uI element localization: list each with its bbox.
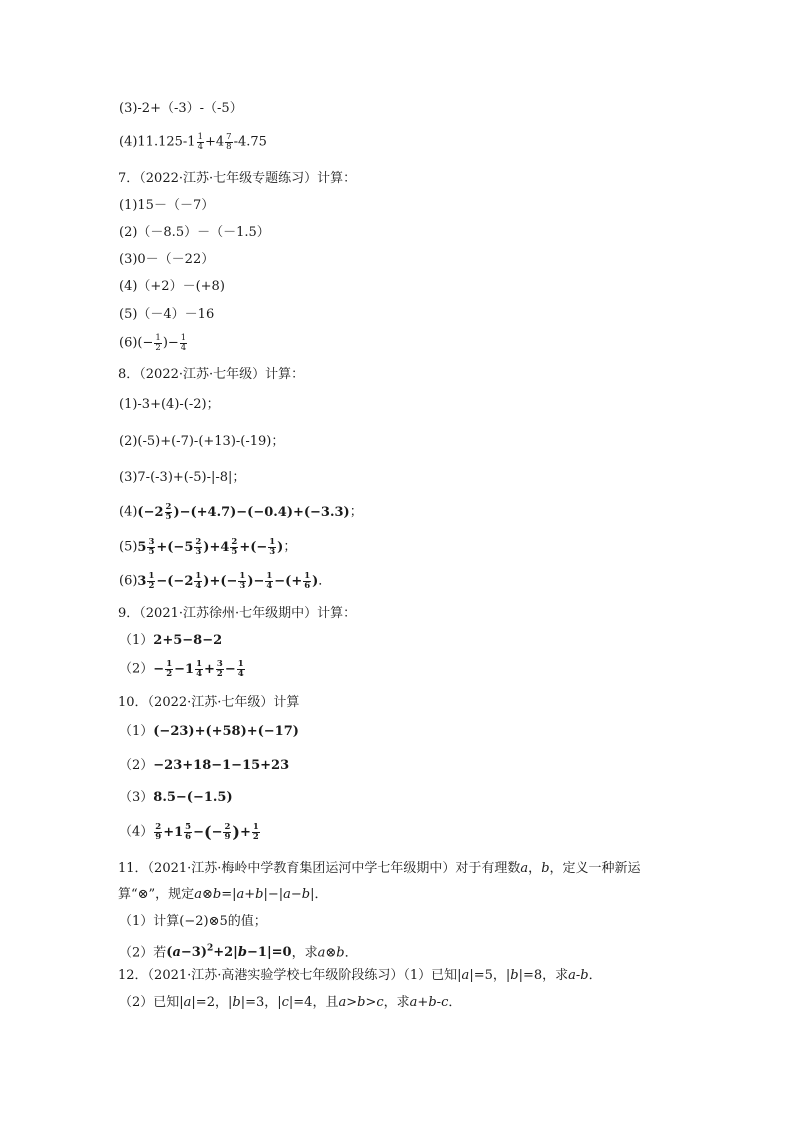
q10-item-4: （4） $\frac{2}{9}$ +1 $\frac{5}{6}$ −(− $\frac{2}{9}$ )+ $\frac{1}{2}$	[119, 822, 259, 842]
question-11-title: 11．（2021·江苏·梅岭中学教育集团运河中学七年级期中）对于有理数a，b，定义一种新运	[118, 861, 641, 876]
q11-item-2: （2）若$(a-3)^2+2|b-1|=0$，求a⊗b．	[119, 944, 358, 961]
question-10-title: 10．（2022·江苏·七年级）计算	[118, 695, 300, 710]
q8-item-5: (5)5 $\frac{3}{5}$ +(−5 $\frac{2}{3}$ )+4 $\frac{2}{5}$ +(− $\frac{1}{3}$ )；	[119, 537, 297, 557]
q8-item-6: (6)3 $\frac{1}{2}$ −(−2 $\frac{1}{4}$ )+(− $\frac{1}{3}$ )− $\frac{1}{4}$ −(+ $\frac{1}{6}$ )．	[119, 571, 332, 591]
q7-item-5: (5)（－4）－16	[119, 307, 215, 322]
question-8-title: 8．（2022·江苏·七年级）计算：	[118, 367, 305, 382]
question-12-part-1: 12．（2021·江苏·高港实验学校七年级阶段练习）（1）已知|a|=5，|b|=8，求a-b．	[118, 968, 602, 983]
q7-item-2: (2)（－8.5）－（－1.5）	[119, 225, 270, 240]
q10-item-2: （2）−23+18−1−15+23	[119, 758, 290, 773]
q9-item-1: （1）2+5−8−2	[119, 633, 223, 648]
q8-item-2: (2)(-5)+(-7)-(+13)-(-19)；	[119, 434, 285, 449]
q8-item-3: (3)7-(-3)+(-5)-|-8|；	[119, 470, 246, 485]
q7-item-3: (3)0－（－22）	[119, 252, 215, 267]
question-9-title: 9．（2021·江苏徐州·七年级期中）计算：	[118, 606, 357, 621]
q11-item-1: （1）计算(−2)⊗5的值；	[119, 914, 267, 929]
exercise-6-4: (4)11.125-1 $\frac{1}{4}$ +4 $\frac{7}{8}$ -4.75	[119, 132, 267, 152]
q7-item-1: (1)15－（－7）	[119, 198, 215, 213]
q7-item-4: (4)（+2）－(+8)	[119, 279, 225, 294]
q8-item-1: (1)-3+(4)-(-2)；	[119, 397, 220, 412]
question-11-definition: 算“⊗”，规定a⊗b=|a+b|−|a−b|．	[118, 887, 328, 902]
question-12-part-2: （2）已知|a|=2，|b|=3，|c|=4，且a>b>c，求a+b-c．	[119, 995, 462, 1010]
q10-item-1: （1）(−23)+(+58)+(−17)	[119, 724, 299, 739]
question-7-title: 7．（2022·江苏·七年级专题练习）计算：	[118, 171, 357, 186]
q10-item-3: （3）8.5−(−1.5)	[119, 790, 233, 805]
q9-item-2: （2）− $\frac{1}{2}$ −1 $\frac{1}{4}$ + $\frac{3}{2}$ − $\frac{1}{4}$	[119, 659, 244, 679]
q8-item-4: (4)(−2 $\frac{2}{5}$ )−(+4.7)−(−0.4)+(−3.3)；	[119, 502, 363, 522]
q7-item-6: (6)(− $\frac{1}{2}$ )− $\frac{1}{4}$	[119, 333, 187, 353]
exercise-6-3: (3)-2+（-3）-（-5）	[119, 101, 243, 116]
